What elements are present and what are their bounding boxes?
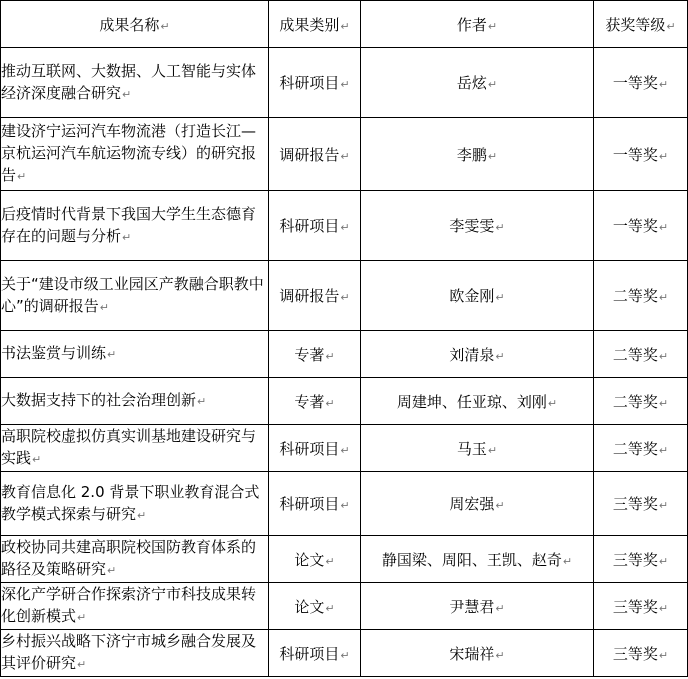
cell-category: 科研项目↵ [269,472,361,536]
cell-name: 深化产学研合作探索济宁市科技成果转化创新模式↵ [1,583,269,630]
cell-name: 后疫情时代背景下我国大学生生态德育存在的问题与分析↵ [1,191,269,261]
cell-award: 二等奖↵ [594,378,688,425]
cell-category: 科研项目↵ [269,48,361,118]
cell-author: 岳炫↵ [361,48,594,118]
cell-author: 静国梁、周阳、王凯、赵奇↵ [361,536,594,583]
cell-author: 李鹏↵ [361,118,594,191]
cell-name: 教育信息化 2.0 背景下职业教育混合式教学模式探索与研究↵ [1,472,269,536]
cell-name: 大数据支持下的社会治理创新↵ [1,378,269,425]
cell-award: 一等奖↵ [594,191,688,261]
cell-name: 政校协同共建高职院校国防教育体系的路径及策略研究↵ [1,536,269,583]
cell-author: 尹慧君↵ [361,583,594,630]
table-row [1,48,688,118]
cell-author: 马玉↵ [361,425,594,472]
cell-award: 三等奖↵ [594,583,688,630]
header-name: 成果名称↵ [1,1,269,48]
table-row [1,378,688,425]
cell-award: 三等奖↵ [594,536,688,583]
cell-award: 三等奖↵ [594,472,688,536]
table-row [1,536,688,583]
cell-category: 调研报告↵ [269,261,361,331]
cell-author: 欧金刚↵ [361,261,594,331]
table-row [1,583,688,630]
cell-author: 周建坤、任亚琼、刘刚↵ [361,378,594,425]
cell-category: 论文↵ [269,583,361,630]
cell-name: 关于“建设市级工业园区产教融合职教中心”的调研报告↵ [1,261,269,331]
cell-name: 高职院校虚拟仿真实训基地建设研究与实践↵ [1,425,269,472]
cell-award: 二等奖↵ [594,331,688,378]
table-row [1,331,688,378]
table-header-row [1,1,688,48]
cell-category: 科研项目↵ [269,630,361,677]
cell-author: 宋瑞祥↵ [361,630,594,677]
cell-name: 建设济宁运河汽车物流港（打造长江—京杭运河汽车航运物流专线）的研究报告↵ [1,118,269,191]
table-row [1,472,688,536]
table-row [1,118,688,191]
cell-author: 李雯雯↵ [361,191,594,261]
cell-category: 专著↵ [269,331,361,378]
cell-name: 推动互联网、大数据、人工智能与实体经济深度融合研究↵ [1,48,269,118]
cell-award: 一等奖↵ [594,118,688,191]
cell-name: 乡村振兴战略下济宁市城乡融合发展及其评价研究↵ [1,630,269,677]
table-row [1,191,688,261]
cell-author: 刘清泉↵ [361,331,594,378]
cell-category: 论文↵ [269,536,361,583]
header-author: 作者↵ [361,1,594,48]
cell-category: 科研项目↵ [269,191,361,261]
cell-category: 科研项目↵ [269,425,361,472]
table-row [1,425,688,472]
cell-name: 书法鉴赏与训练↵ [1,331,269,378]
cell-award: 二等奖↵ [594,261,688,331]
header-award: 获奖等级↵ [594,1,688,48]
cell-category: 调研报告↵ [269,118,361,191]
cell-author: 周宏强↵ [361,472,594,536]
header-category: 成果类别↵ [269,1,361,48]
cell-category: 专著↵ [269,378,361,425]
cell-award: 三等奖↵ [594,630,688,677]
cell-award: 一等奖↵ [594,48,688,118]
table-row [1,630,688,677]
cell-award: 二等奖↵ [594,425,688,472]
table-row [1,261,688,331]
